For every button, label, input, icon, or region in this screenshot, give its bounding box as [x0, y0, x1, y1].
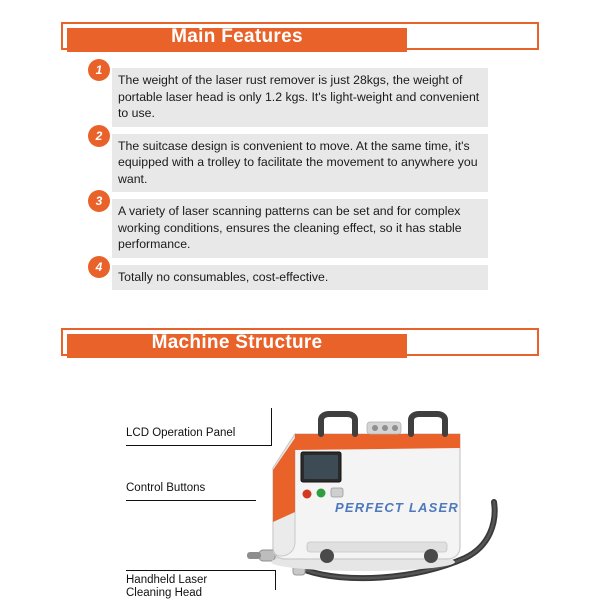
callout-handheld-laser-cleaning-head: Handheld Laser Cleaning Head	[126, 574, 208, 599]
machine-structure-title: Machine Structure	[151, 332, 323, 353]
machine-structure-figure	[0, 372, 600, 602]
list-item-text: The suitcase design is convenient to move. At the same time, it's equipped with a trolley to facilitate the movement to anywhere you want.	[112, 134, 488, 193]
svg-text:PERFECT LASER: PERFECT LASER	[335, 500, 459, 515]
list-item	[95, 128, 488, 193]
list-item-text: The weight of the laser rust remover is just 28kgs, the weight of portable laser head is only 1.2 kgs. It's light-weight and convenient to use.	[112, 68, 488, 127]
machine-structure-banner	[61, 320, 539, 364]
list-item-number: 1	[88, 59, 110, 81]
list-item-number: 3	[88, 190, 110, 212]
list-item-number: 2	[88, 125, 110, 147]
feature-list	[0, 63, 600, 290]
list-item	[95, 194, 488, 258]
product-photo	[215, 372, 505, 602]
callout-lcd-operation-panel: LCD Operation Panel	[126, 427, 236, 439]
main-features-title: Main Features	[171, 26, 303, 47]
main-features-banner	[61, 14, 539, 58]
list-item	[95, 63, 488, 127]
list-item-text: Totally no consumables, cost-effective.	[112, 265, 488, 291]
list-item-number: 4	[88, 256, 110, 278]
callout-control-buttons: Control Buttons	[126, 482, 206, 494]
list-item-text: A variety of laser scanning patterns can be set and for complex working conditions, ensures the cleaning effect, so it has stable performance.	[112, 199, 488, 258]
list-item	[95, 259, 488, 291]
